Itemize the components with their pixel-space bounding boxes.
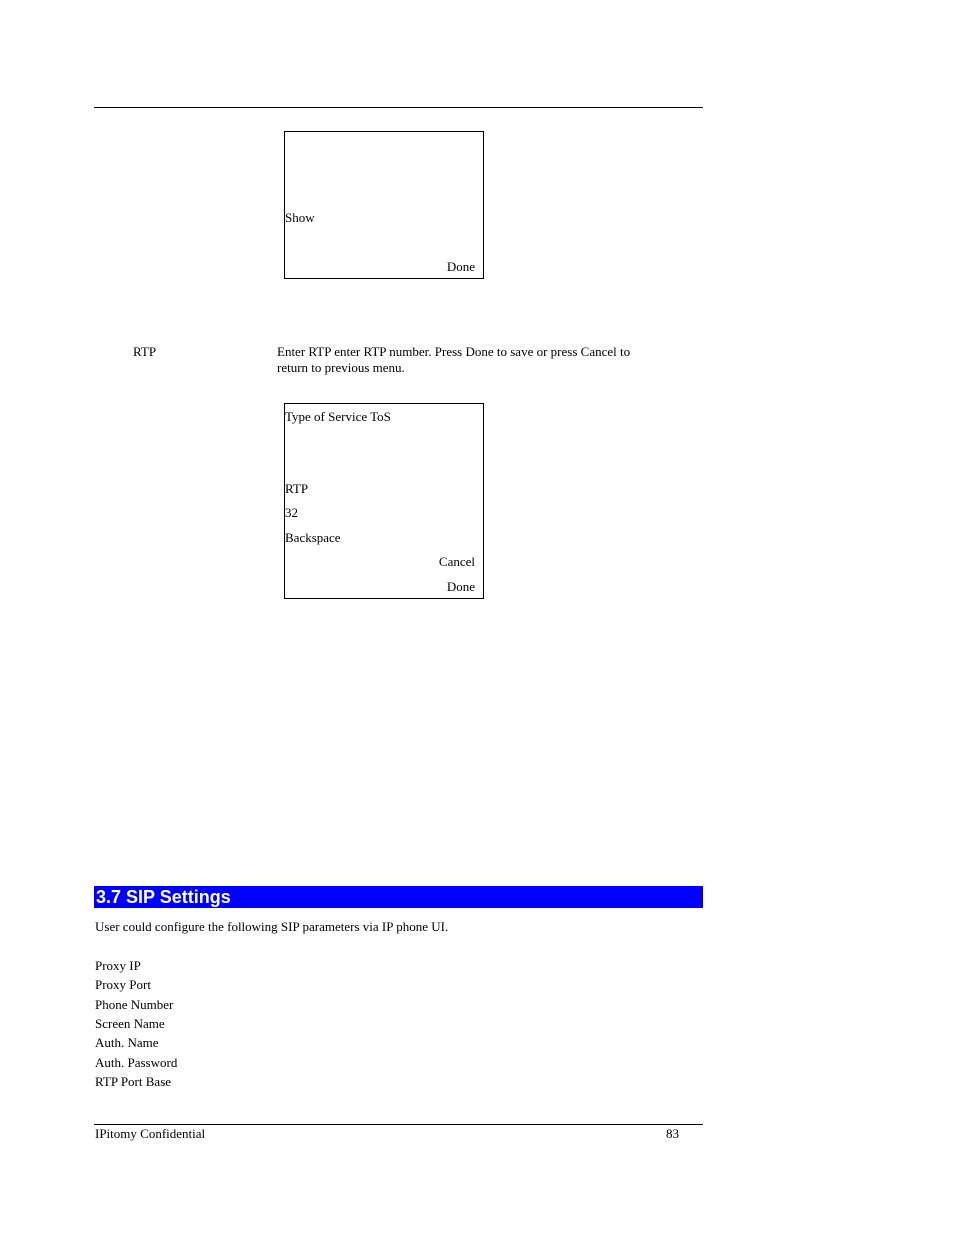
rtp-field-value[interactable]: 32 bbox=[285, 505, 298, 520]
rtp-description-line1: Enter RTP enter RTP number. Press Done to save or press Cancel to bbox=[277, 344, 631, 359]
section-intro: User could configure the following SIP parameters via IP phone UI. bbox=[95, 919, 449, 934]
cancel-softkey[interactable]: Cancel bbox=[438, 554, 475, 569]
backspace-softkey[interactable]: Backspace bbox=[285, 530, 341, 545]
done-softkey[interactable]: Done bbox=[446, 259, 475, 274]
header-rule bbox=[94, 107, 703, 108]
rtp-description-line2: return to previous menu. bbox=[277, 360, 405, 375]
rtp-field-label: RTP bbox=[285, 481, 309, 496]
done-softkey[interactable]: Done bbox=[446, 579, 475, 594]
phone-screen-show bbox=[284, 131, 484, 279]
show-softkey[interactable]: Show bbox=[285, 210, 315, 225]
param-phone-number: Phone Number bbox=[95, 997, 174, 1012]
footer-rule bbox=[94, 1124, 703, 1125]
param-screen-name: Screen Name bbox=[95, 1016, 165, 1031]
phone-screen-tos-rtp bbox=[284, 403, 484, 599]
param-auth-name: Auth. Name bbox=[95, 1035, 159, 1050]
param-auth-password: Auth. Password bbox=[95, 1055, 178, 1070]
screen-title: Type of Service ToS bbox=[285, 409, 391, 424]
param-proxy-ip: Proxy IP bbox=[95, 958, 141, 973]
param-proxy-port: Proxy Port bbox=[95, 977, 151, 992]
rtp-term: RTP bbox=[133, 344, 157, 359]
footer-confidential: IPitomy Confidential bbox=[95, 1126, 206, 1141]
page-number: 83 bbox=[666, 1126, 679, 1141]
section-heading: 3.7 SIP Settings bbox=[94, 886, 703, 908]
param-rtp-port-base: RTP Port Base bbox=[95, 1074, 172, 1089]
